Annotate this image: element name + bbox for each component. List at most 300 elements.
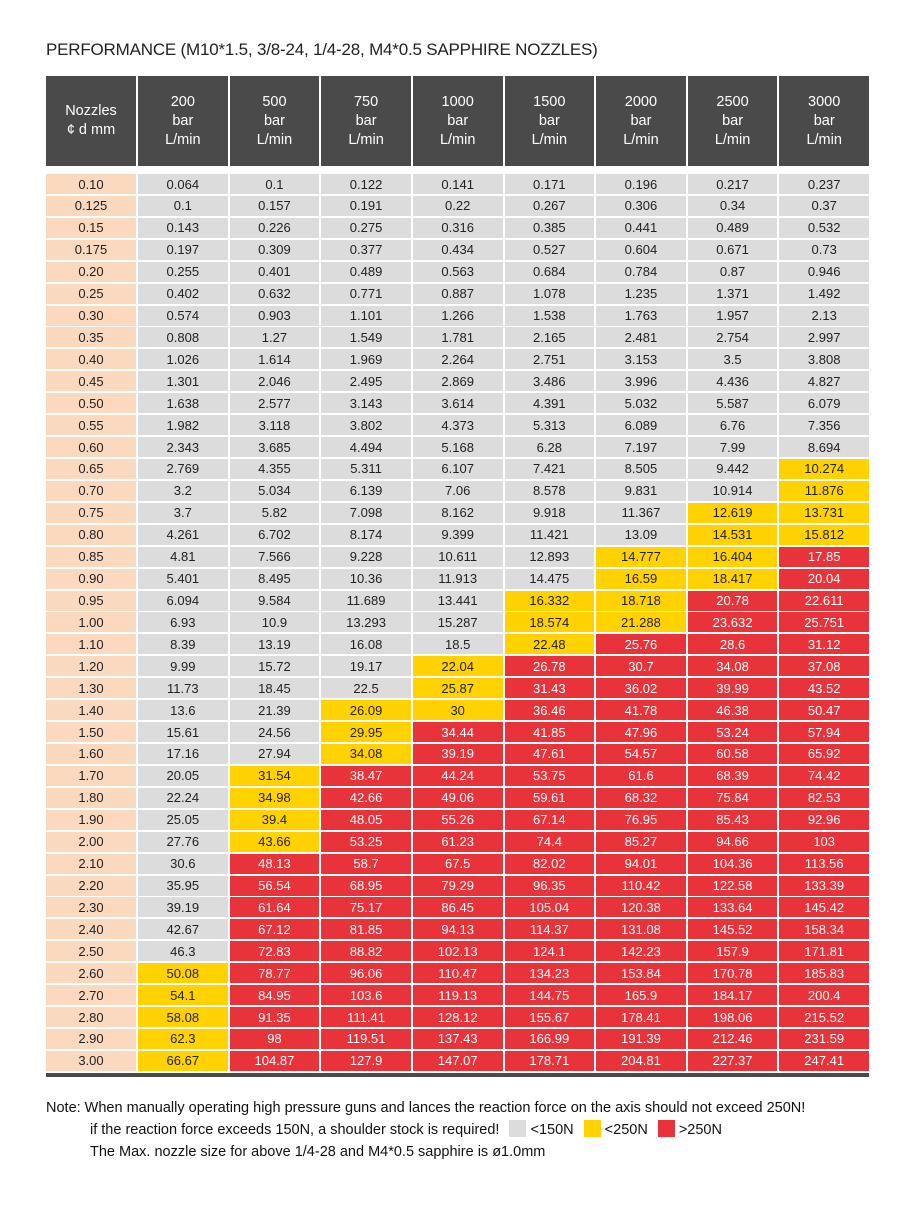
flow-value-cell: 0.527	[505, 240, 595, 260]
flow-value-cell: 0.808	[138, 327, 228, 347]
nozzle-diameter-cell: 0.55	[46, 415, 136, 435]
flow-value-cell: 133.64	[688, 897, 778, 917]
flow-value-cell: 61.64	[230, 897, 320, 917]
flow-value-cell: 10.36	[321, 569, 411, 589]
flow-value-cell: 42.67	[138, 919, 228, 939]
table-row	[46, 349, 869, 369]
flow-value-cell: 6.28	[505, 437, 595, 457]
flow-value-cell: 43.66	[230, 832, 320, 852]
flow-value-cell: 184.17	[688, 985, 778, 1005]
flow-value-cell: 119.51	[321, 1029, 411, 1049]
nozzle-diameter-cell: 1.70	[46, 766, 136, 786]
flow-value-cell: 11.421	[505, 525, 595, 545]
flow-value-cell: 0.574	[138, 306, 228, 326]
flow-value-cell: 30.6	[138, 854, 228, 874]
flow-value-cell: 18.5	[413, 634, 503, 654]
table-row	[46, 897, 869, 917]
nozzle-diameter-cell: 1.40	[46, 700, 136, 720]
flow-value-cell: 11.876	[779, 481, 869, 501]
flow-value-cell: 5.401	[138, 569, 228, 589]
flow-value-cell: 105.04	[505, 897, 595, 917]
flow-value-cell: 170.78	[688, 963, 778, 983]
flow-value-cell: 171.81	[779, 941, 869, 961]
flow-value-cell: 57.94	[779, 722, 869, 742]
flow-value-cell: 153.84	[596, 963, 686, 983]
nozzle-diameter-cell: 2.30	[46, 897, 136, 917]
flow-value-cell: 0.255	[138, 262, 228, 282]
flow-value-cell: 84.95	[230, 985, 320, 1005]
flow-value-cell: 48.13	[230, 854, 320, 874]
flow-value-cell: 111.41	[321, 1007, 411, 1027]
flow-value-cell: 165.9	[596, 985, 686, 1005]
flow-value-cell: 1.026	[138, 349, 228, 369]
flow-value-cell: 46.3	[138, 941, 228, 961]
header-nozzle: Nozzles ¢ d mm	[46, 76, 136, 166]
flow-value-cell: 36.46	[505, 700, 595, 720]
table-row	[46, 919, 869, 939]
flow-value-cell: 2.754	[688, 327, 778, 347]
nozzle-diameter-cell: 1.20	[46, 656, 136, 676]
nozzle-diameter-cell: 0.65	[46, 459, 136, 479]
flow-value-cell: 212.46	[688, 1029, 778, 1049]
flow-value-cell: 46.38	[688, 700, 778, 720]
flow-value-cell: 39.99	[688, 678, 778, 698]
flow-value-cell: 3.996	[596, 371, 686, 391]
flow-value-cell: 0.434	[413, 240, 503, 260]
nozzle-diameter-cell: 0.40	[46, 349, 136, 369]
flow-value-cell: 0.489	[321, 262, 411, 282]
table-row	[46, 503, 869, 523]
flow-value-cell: 114.37	[505, 919, 595, 939]
flow-value-cell: 0.157	[230, 196, 320, 216]
flow-value-cell: 54.1	[138, 985, 228, 1005]
flow-value-cell: 8.174	[321, 525, 411, 545]
flow-value-cell: 185.83	[779, 963, 869, 983]
flow-value-cell: 47.61	[505, 744, 595, 764]
flow-value-cell: 96.35	[505, 876, 595, 896]
flow-value-cell: 131.08	[596, 919, 686, 939]
flow-value-cell: 3.685	[230, 437, 320, 457]
flow-value-cell: 61.6	[596, 766, 686, 786]
nozzle-diameter-cell: 0.95	[46, 591, 136, 611]
flow-value-cell: 1.763	[596, 306, 686, 326]
nozzle-diameter-cell: 2.80	[46, 1007, 136, 1027]
nozzle-diameter-cell: 0.125	[46, 196, 136, 216]
flow-value-cell: 110.42	[596, 876, 686, 896]
nozzle-diameter-cell: 0.50	[46, 393, 136, 413]
flow-value-cell: 17.16	[138, 744, 228, 764]
flow-value-cell: 22.04	[413, 656, 503, 676]
flow-value-cell: 4.391	[505, 393, 595, 413]
nozzle-diameter-cell: 1.50	[46, 722, 136, 742]
flow-value-cell: 200.4	[779, 985, 869, 1005]
flow-value-cell: 19.17	[321, 656, 411, 676]
flow-value-cell: 4.261	[138, 525, 228, 545]
flow-value-cell: 25.05	[138, 810, 228, 830]
table-row	[46, 612, 869, 632]
flow-value-cell: 155.67	[505, 1007, 595, 1027]
nozzle-diameter-cell: 0.70	[46, 481, 136, 501]
flow-value-cell: 7.098	[321, 503, 411, 523]
flow-value-cell: 4.81	[138, 547, 228, 567]
flow-value-cell: 2.869	[413, 371, 503, 391]
flow-value-cell: 8.39	[138, 634, 228, 654]
flow-value-cell: 8.694	[779, 437, 869, 457]
legend-swatch-gray	[509, 1120, 526, 1137]
flow-value-cell: 6.079	[779, 393, 869, 413]
flow-value-cell: 15.287	[413, 612, 503, 632]
flow-value-cell: 16.08	[321, 634, 411, 654]
flow-value-cell: 110.47	[413, 963, 503, 983]
flow-value-cell: 2.751	[505, 349, 595, 369]
flow-value-cell: 0.275	[321, 218, 411, 238]
flow-value-cell: 14.777	[596, 547, 686, 567]
flow-value-cell: 227.37	[688, 1051, 778, 1071]
flow-value-cell: 4.373	[413, 415, 503, 435]
flow-value-cell: 85.27	[596, 832, 686, 852]
flow-value-cell: 34.08	[688, 656, 778, 676]
flow-value-cell: 47.96	[596, 722, 686, 742]
flow-value-cell: 104.87	[230, 1051, 320, 1071]
flow-value-cell: 13.6	[138, 700, 228, 720]
flow-value-cell: 22.611	[779, 591, 869, 611]
flow-value-cell: 7.566	[230, 547, 320, 567]
flow-value-cell: 3.2	[138, 481, 228, 501]
flow-value-cell: 68.39	[688, 766, 778, 786]
flow-value-cell: 74.42	[779, 766, 869, 786]
flow-value-cell: 103	[779, 832, 869, 852]
flow-value-cell: 0.316	[413, 218, 503, 238]
flow-value-cell: 2.264	[413, 349, 503, 369]
flow-value-cell: 0.73	[779, 240, 869, 260]
legend-lt250: <250N	[604, 1122, 648, 1138]
flow-value-cell: 11.913	[413, 569, 503, 589]
flow-value-cell: 67.5	[413, 854, 503, 874]
flow-value-cell: 34.08	[321, 744, 411, 764]
nozzle-diameter-cell: 0.15	[46, 218, 136, 238]
table-row	[46, 1029, 869, 1049]
flow-value-cell: 24.56	[230, 722, 320, 742]
table-row	[46, 854, 869, 874]
flow-value-cell: 31.54	[230, 766, 320, 786]
flow-value-cell: 0.197	[138, 240, 228, 260]
flow-value-cell: 6.107	[413, 459, 503, 479]
flow-value-cell: 16.404	[688, 547, 778, 567]
flow-value-cell: 26.78	[505, 656, 595, 676]
nozzle-diameter-cell: 2.10	[46, 854, 136, 874]
flow-value-cell: 133.39	[779, 876, 869, 896]
flow-value-cell: 30.7	[596, 656, 686, 676]
flow-value-cell: 30	[413, 700, 503, 720]
flow-value-cell: 75.17	[321, 897, 411, 917]
flow-value-cell: 104.36	[688, 854, 778, 874]
flow-value-cell: 0.401	[230, 262, 320, 282]
flow-value-cell: 41.85	[505, 722, 595, 742]
flow-value-cell: 10.274	[779, 459, 869, 479]
table-row	[46, 963, 869, 983]
flow-value-cell: 1.27	[230, 327, 320, 347]
flow-value-cell: 11.689	[321, 591, 411, 611]
nozzle-diameter-cell: 2.20	[46, 876, 136, 896]
flow-value-cell: 3.614	[413, 393, 503, 413]
nozzle-diameter-cell: 1.90	[46, 810, 136, 830]
flow-value-cell: 15.72	[230, 656, 320, 676]
flow-value-cell: 1.781	[413, 327, 503, 347]
flow-value-cell: 215.52	[779, 1007, 869, 1027]
flow-value-cell: 6.93	[138, 612, 228, 632]
flow-value-cell: 5.034	[230, 481, 320, 501]
flow-value-cell: 21.39	[230, 700, 320, 720]
table-row	[46, 262, 869, 282]
flow-value-cell: 66.67	[138, 1051, 228, 1071]
flow-value-cell: 2.997	[779, 327, 869, 347]
flow-value-cell: 0.946	[779, 262, 869, 282]
flow-value-cell: 13.441	[413, 591, 503, 611]
flow-value-cell: 37.08	[779, 656, 869, 676]
flow-value-cell: 1.101	[321, 306, 411, 326]
table-row	[46, 306, 869, 326]
flow-value-cell: 0.141	[413, 174, 503, 194]
flow-value-cell: 2.481	[596, 327, 686, 347]
table-row	[46, 876, 869, 896]
flow-value-cell: 119.13	[413, 985, 503, 1005]
flow-value-cell: 20.04	[779, 569, 869, 589]
table-row	[46, 174, 869, 194]
nozzle-diameter-cell: 2.50	[46, 941, 136, 961]
nozzle-diameter-cell: 0.20	[46, 262, 136, 282]
table-row	[46, 218, 869, 238]
flow-value-cell: 0.489	[688, 218, 778, 238]
flow-value-cell: 11.367	[596, 503, 686, 523]
flow-value-cell: 11.73	[138, 678, 228, 698]
flow-value-cell: 3.486	[505, 371, 595, 391]
flow-value-cell: 3.802	[321, 415, 411, 435]
flow-value-cell: 43.52	[779, 678, 869, 698]
flow-value-cell: 0.441	[596, 218, 686, 238]
header-2000bar: 2000 bar L/min	[596, 76, 686, 166]
flow-value-cell: 145.52	[688, 919, 778, 939]
flow-value-cell: 29.95	[321, 722, 411, 742]
flow-value-cell: 0.402	[138, 284, 228, 304]
flow-value-cell: 72.83	[230, 941, 320, 961]
flow-value-cell: 8.578	[505, 481, 595, 501]
flow-value-cell: 7.06	[413, 481, 503, 501]
flow-value-cell: 0.267	[505, 196, 595, 216]
flow-value-cell: 3.7	[138, 503, 228, 523]
flow-value-cell: 2.165	[505, 327, 595, 347]
flow-value-cell: 2.495	[321, 371, 411, 391]
nozzle-diameter-cell: 0.60	[46, 437, 136, 457]
flow-value-cell: 34.98	[230, 788, 320, 808]
note	[46, 1097, 805, 1163]
flow-value-cell: 0.237	[779, 174, 869, 194]
flow-value-cell: 91.35	[230, 1007, 320, 1027]
flow-value-cell: 5.168	[413, 437, 503, 457]
flow-value-cell: 9.584	[230, 591, 320, 611]
table-row	[46, 415, 869, 435]
flow-value-cell: 20.05	[138, 766, 228, 786]
flow-value-cell: 0.671	[688, 240, 778, 260]
flow-value-cell: 42.66	[321, 788, 411, 808]
flow-value-cell: 124.1	[505, 941, 595, 961]
flow-value-cell: 1.957	[688, 306, 778, 326]
flow-value-cell: 23.632	[688, 612, 778, 632]
flow-value-cell: 0.22	[413, 196, 503, 216]
nozzle-diameter-cell: 0.80	[46, 525, 136, 545]
flow-value-cell: 3.5	[688, 349, 778, 369]
flow-value-cell: 0.37	[779, 196, 869, 216]
flow-value-cell: 1.549	[321, 327, 411, 347]
flow-value-cell: 25.76	[596, 634, 686, 654]
table-row	[46, 832, 869, 852]
flow-value-cell: 75.84	[688, 788, 778, 808]
flow-value-cell: 6.139	[321, 481, 411, 501]
nozzle-diameter-cell: 1.80	[46, 788, 136, 808]
header-200bar: 200 bar L/min	[138, 76, 228, 166]
flow-value-cell: 2.577	[230, 393, 320, 413]
flow-value-cell: 94.13	[413, 919, 503, 939]
flow-value-cell: 5.311	[321, 459, 411, 479]
flow-value-cell: 14.531	[688, 525, 778, 545]
flow-value-cell: 142.23	[596, 941, 686, 961]
flow-value-cell: 0.217	[688, 174, 778, 194]
nozzle-diameter-cell: 0.175	[46, 240, 136, 260]
nozzle-diameter-cell: 2.70	[46, 985, 136, 1005]
flow-value-cell: 82.02	[505, 854, 595, 874]
flow-value-cell: 67.14	[505, 810, 595, 830]
flow-value-cell: 5.032	[596, 393, 686, 413]
table-row	[46, 722, 869, 742]
flow-value-cell: 1.614	[230, 349, 320, 369]
flow-value-cell: 79.29	[413, 876, 503, 896]
nozzle-diameter-cell: 0.35	[46, 327, 136, 347]
flow-value-cell: 9.442	[688, 459, 778, 479]
table-row	[46, 634, 869, 654]
flow-value-cell: 39.4	[230, 810, 320, 830]
nozzle-diameter-cell: 3.00	[46, 1051, 136, 1071]
nozzle-diameter-cell: 1.00	[46, 612, 136, 632]
flow-value-cell: 65.92	[779, 744, 869, 764]
table-row	[46, 240, 869, 260]
flow-value-cell: 27.76	[138, 832, 228, 852]
flow-value-cell: 76.95	[596, 810, 686, 830]
table-row	[46, 985, 869, 1005]
table-bottom-rule	[46, 1073, 869, 1077]
flow-value-cell: 17.85	[779, 547, 869, 567]
flow-value-cell: 25.751	[779, 612, 869, 632]
flow-value-cell: 7.197	[596, 437, 686, 457]
flow-value-cell: 39.19	[138, 897, 228, 917]
flow-value-cell: 10.9	[230, 612, 320, 632]
flow-value-cell: 8.505	[596, 459, 686, 479]
flow-value-cell: 13.293	[321, 612, 411, 632]
flow-value-cell: 1.982	[138, 415, 228, 435]
flow-value-cell: 6.76	[688, 415, 778, 435]
table-body	[46, 174, 869, 1071]
flow-value-cell: 122.58	[688, 876, 778, 896]
flow-value-cell: 8.162	[413, 503, 503, 523]
flow-value-cell: 48.05	[321, 810, 411, 830]
flow-value-cell: 231.59	[779, 1029, 869, 1049]
flow-value-cell: 53.24	[688, 722, 778, 742]
table-row	[46, 1051, 869, 1071]
note-line-2-text: if the reaction force exceeds 150N, a shoulder stock is required!	[90, 1122, 500, 1138]
flow-value-cell: 158.34	[779, 919, 869, 939]
flow-value-cell: 0.532	[779, 218, 869, 238]
table-row	[46, 284, 869, 304]
flow-value-cell: 5.587	[688, 393, 778, 413]
flow-value-cell: 2.13	[779, 306, 869, 326]
flow-value-cell: 3.143	[321, 393, 411, 413]
nozzle-diameter-cell: 2.40	[46, 919, 136, 939]
flow-value-cell: 6.089	[596, 415, 686, 435]
flow-value-cell: 166.99	[505, 1029, 595, 1049]
flow-value-cell: 0.191	[321, 196, 411, 216]
flow-value-cell: 9.228	[321, 547, 411, 567]
table-row	[46, 327, 869, 347]
nozzle-diameter-cell: 2.00	[46, 832, 136, 852]
flow-value-cell: 144.75	[505, 985, 595, 1005]
flow-value-cell: 0.34	[688, 196, 778, 216]
flow-value-cell: 13.09	[596, 525, 686, 545]
flow-value-cell: 25.87	[413, 678, 503, 698]
flow-value-cell: 113.56	[779, 854, 869, 874]
header-1500bar: 1500 bar L/min	[505, 76, 595, 166]
flow-value-cell: 96.06	[321, 963, 411, 983]
flow-value-cell: 0.306	[596, 196, 686, 216]
flow-value-cell: 26.09	[321, 700, 411, 720]
flow-value-cell: 0.226	[230, 218, 320, 238]
flow-value-cell: 15.61	[138, 722, 228, 742]
flow-value-cell: 9.399	[413, 525, 503, 545]
flow-value-cell: 78.77	[230, 963, 320, 983]
flow-value-cell: 191.39	[596, 1029, 686, 1049]
flow-value-cell: 13.731	[779, 503, 869, 523]
flow-value-cell: 127.9	[321, 1051, 411, 1071]
flow-value-cell: 1.371	[688, 284, 778, 304]
table-row	[46, 1007, 869, 1027]
flow-value-cell: 178.71	[505, 1051, 595, 1071]
flow-value-cell: 58.7	[321, 854, 411, 874]
flow-value-cell: 34.44	[413, 722, 503, 742]
nozzle-diameter-cell: 2.60	[46, 963, 136, 983]
flow-value-cell: 35.95	[138, 876, 228, 896]
flow-value-cell: 0.771	[321, 284, 411, 304]
table-row	[46, 591, 869, 611]
flow-value-cell: 0.887	[413, 284, 503, 304]
flow-value-cell: 0.196	[596, 174, 686, 194]
flow-value-cell: 18.417	[688, 569, 778, 589]
flow-value-cell: 16.59	[596, 569, 686, 589]
flow-value-cell: 28.6	[688, 634, 778, 654]
flow-value-cell: 178.41	[596, 1007, 686, 1027]
table-row	[46, 459, 869, 479]
table-row	[46, 941, 869, 961]
flow-value-cell: 1.638	[138, 393, 228, 413]
table-row	[46, 437, 869, 457]
flow-value-cell: 247.41	[779, 1051, 869, 1071]
flow-value-cell: 0.309	[230, 240, 320, 260]
flow-value-cell: 1.969	[321, 349, 411, 369]
flow-value-cell: 4.494	[321, 437, 411, 457]
flow-value-cell: 2.046	[230, 371, 320, 391]
flow-value-cell: 0.1	[138, 196, 228, 216]
flow-value-cell: 204.81	[596, 1051, 686, 1071]
table-row	[46, 481, 869, 501]
flow-value-cell: 82.53	[779, 788, 869, 808]
flow-value-cell: 4.355	[230, 459, 320, 479]
table-row	[46, 569, 869, 589]
